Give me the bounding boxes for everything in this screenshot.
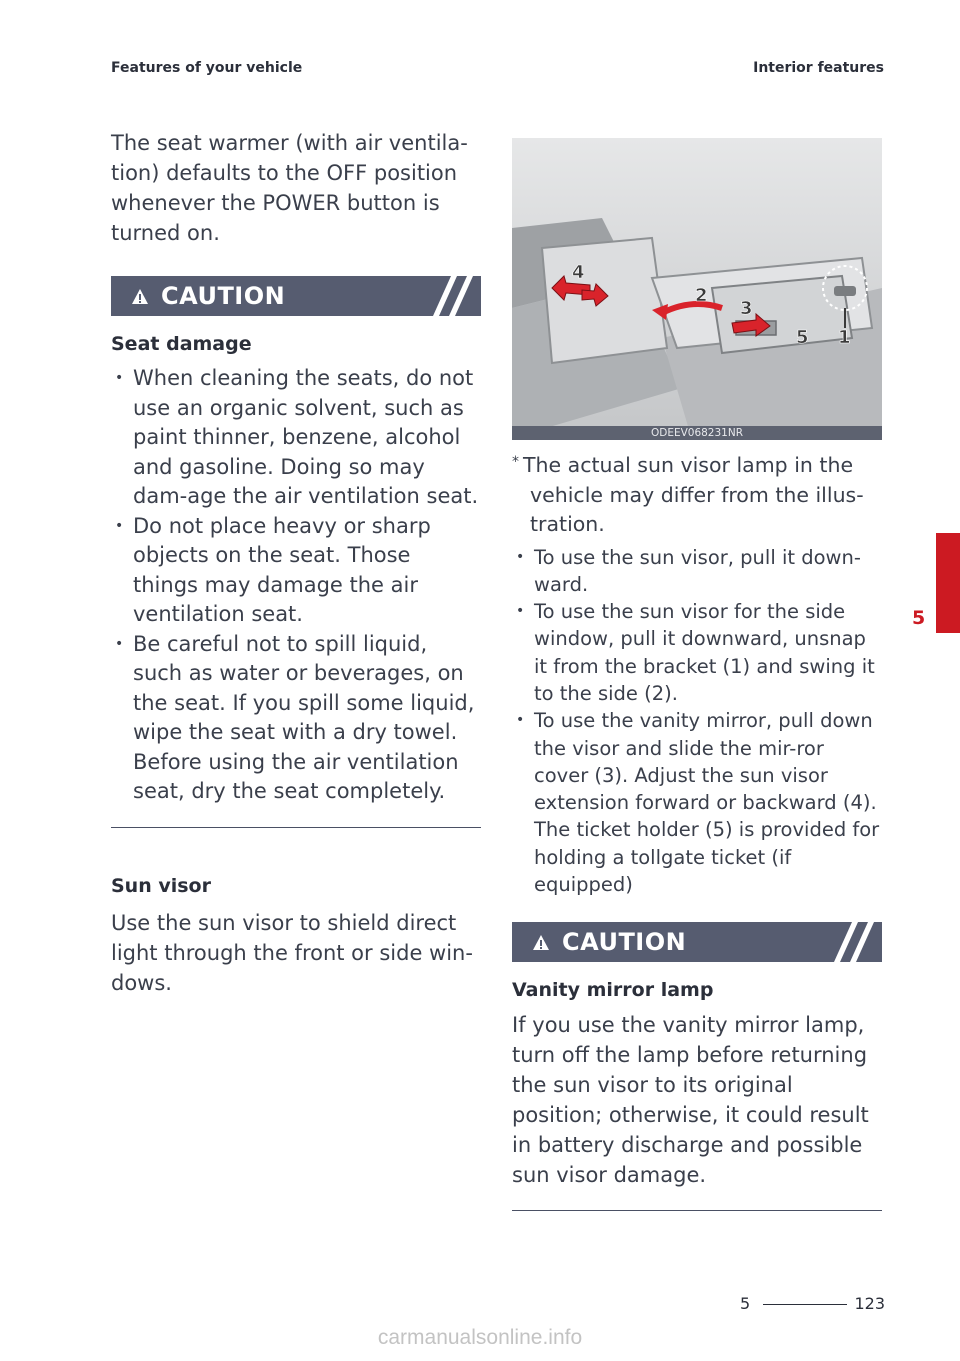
chapter-side-tab [936, 533, 960, 633]
caution-title-seat-damage: Seat damage [111, 333, 252, 355]
page-footer [740, 1294, 885, 1314]
warning-triangle-icon [532, 934, 550, 951]
warning-triangle-icon [131, 288, 149, 305]
caution-title-vanity-mirror-lamp: Vanity mirror lamp [512, 979, 714, 1002]
callout-2: 2 [695, 285, 708, 306]
caution-label: CAUTION [562, 928, 687, 957]
callout-5: 5 [796, 327, 809, 348]
sun-visor-text: Use the sun visor to shield direct light through the front or side win-dows. [111, 910, 473, 995]
caution-banner-mirror [512, 922, 882, 962]
list-item: • To use the vanity mirror, pull down the visor and slide the mir-ror cover (3). Adjust the sun visor extension forward or backward (4). The ticket holder (5) is provided for holding a tollgate ticket (if equipped) [512, 707, 882, 898]
caution-label: CAUTION [161, 282, 286, 310]
illustration-note [512, 448, 882, 540]
caution-end-rule [111, 827, 481, 828]
list-item: • Do not place heavy or sharp objects on the seat. Those things may damage the air ventilation seat. [111, 512, 481, 630]
seat-warmer-intro: The seat warmer (with air ventila-tion) defaults to the OFF position whenever the POWER button is turned on. [111, 131, 468, 245]
caution-stripes-icon [431, 276, 475, 316]
figure-code: ODEEV068231NR [512, 426, 882, 440]
callout-1: 1 [838, 327, 851, 348]
caution-stripes-icon [832, 922, 876, 962]
right-column [512, 138, 882, 1211]
watermark: carmanualsonline.info [377, 1326, 583, 1349]
list-item: • When cleaning the seats, do not use an organic solvent, such as paint thinner, benzene, alcohol and gasoline. Doing so may dam-age the air ventilation seat. [111, 364, 481, 512]
sun-visor-instructions [512, 544, 882, 899]
running-header-right: Interior features [753, 60, 884, 76]
note-asterisk: * [512, 454, 519, 470]
page-number: 123 [854, 1294, 885, 1313]
section-title-sun-visor: Sun visor [111, 874, 211, 897]
footer-chapter: 5 [740, 1294, 751, 1313]
list-item: • To use the sun visor for the side window, pull it downward, unsnap it from the bracket (1) and swing it to the side (2). [512, 598, 882, 707]
running-header-left: Features of your vehicle [111, 60, 303, 76]
callout-numbers [512, 138, 882, 440]
list-item: • To use the sun visor, pull it down-ward. [512, 544, 882, 599]
caution-banner-seat [111, 276, 481, 316]
footer-divider [763, 1304, 847, 1305]
left-column [111, 128, 481, 998]
vanity-mirror-caution-text: If you use the vanity mirror lamp, turn off the lamp before returning the sun visor to its original position; otherwise, it could result in battery discharge and possible sun visor damage. [512, 1013, 869, 1188]
seat-damage-list [111, 364, 481, 807]
caution-end-rule [512, 1210, 882, 1211]
callout-3: 3 [740, 298, 753, 319]
note-text: The actual sun visor lamp in the vehicle may differ from the illus-tration. [523, 453, 864, 536]
sun-visor-illustration [512, 138, 882, 440]
list-item: • Be careful not to spill liquid, such as water or beverages, on the seat. If you spill some liquid, wipe the seat with a dry towel. Before using the air ventilation seat, dry the seat completely. [111, 630, 481, 807]
callout-4: 4 [572, 262, 585, 283]
chapter-side-number: 5 [912, 607, 926, 629]
